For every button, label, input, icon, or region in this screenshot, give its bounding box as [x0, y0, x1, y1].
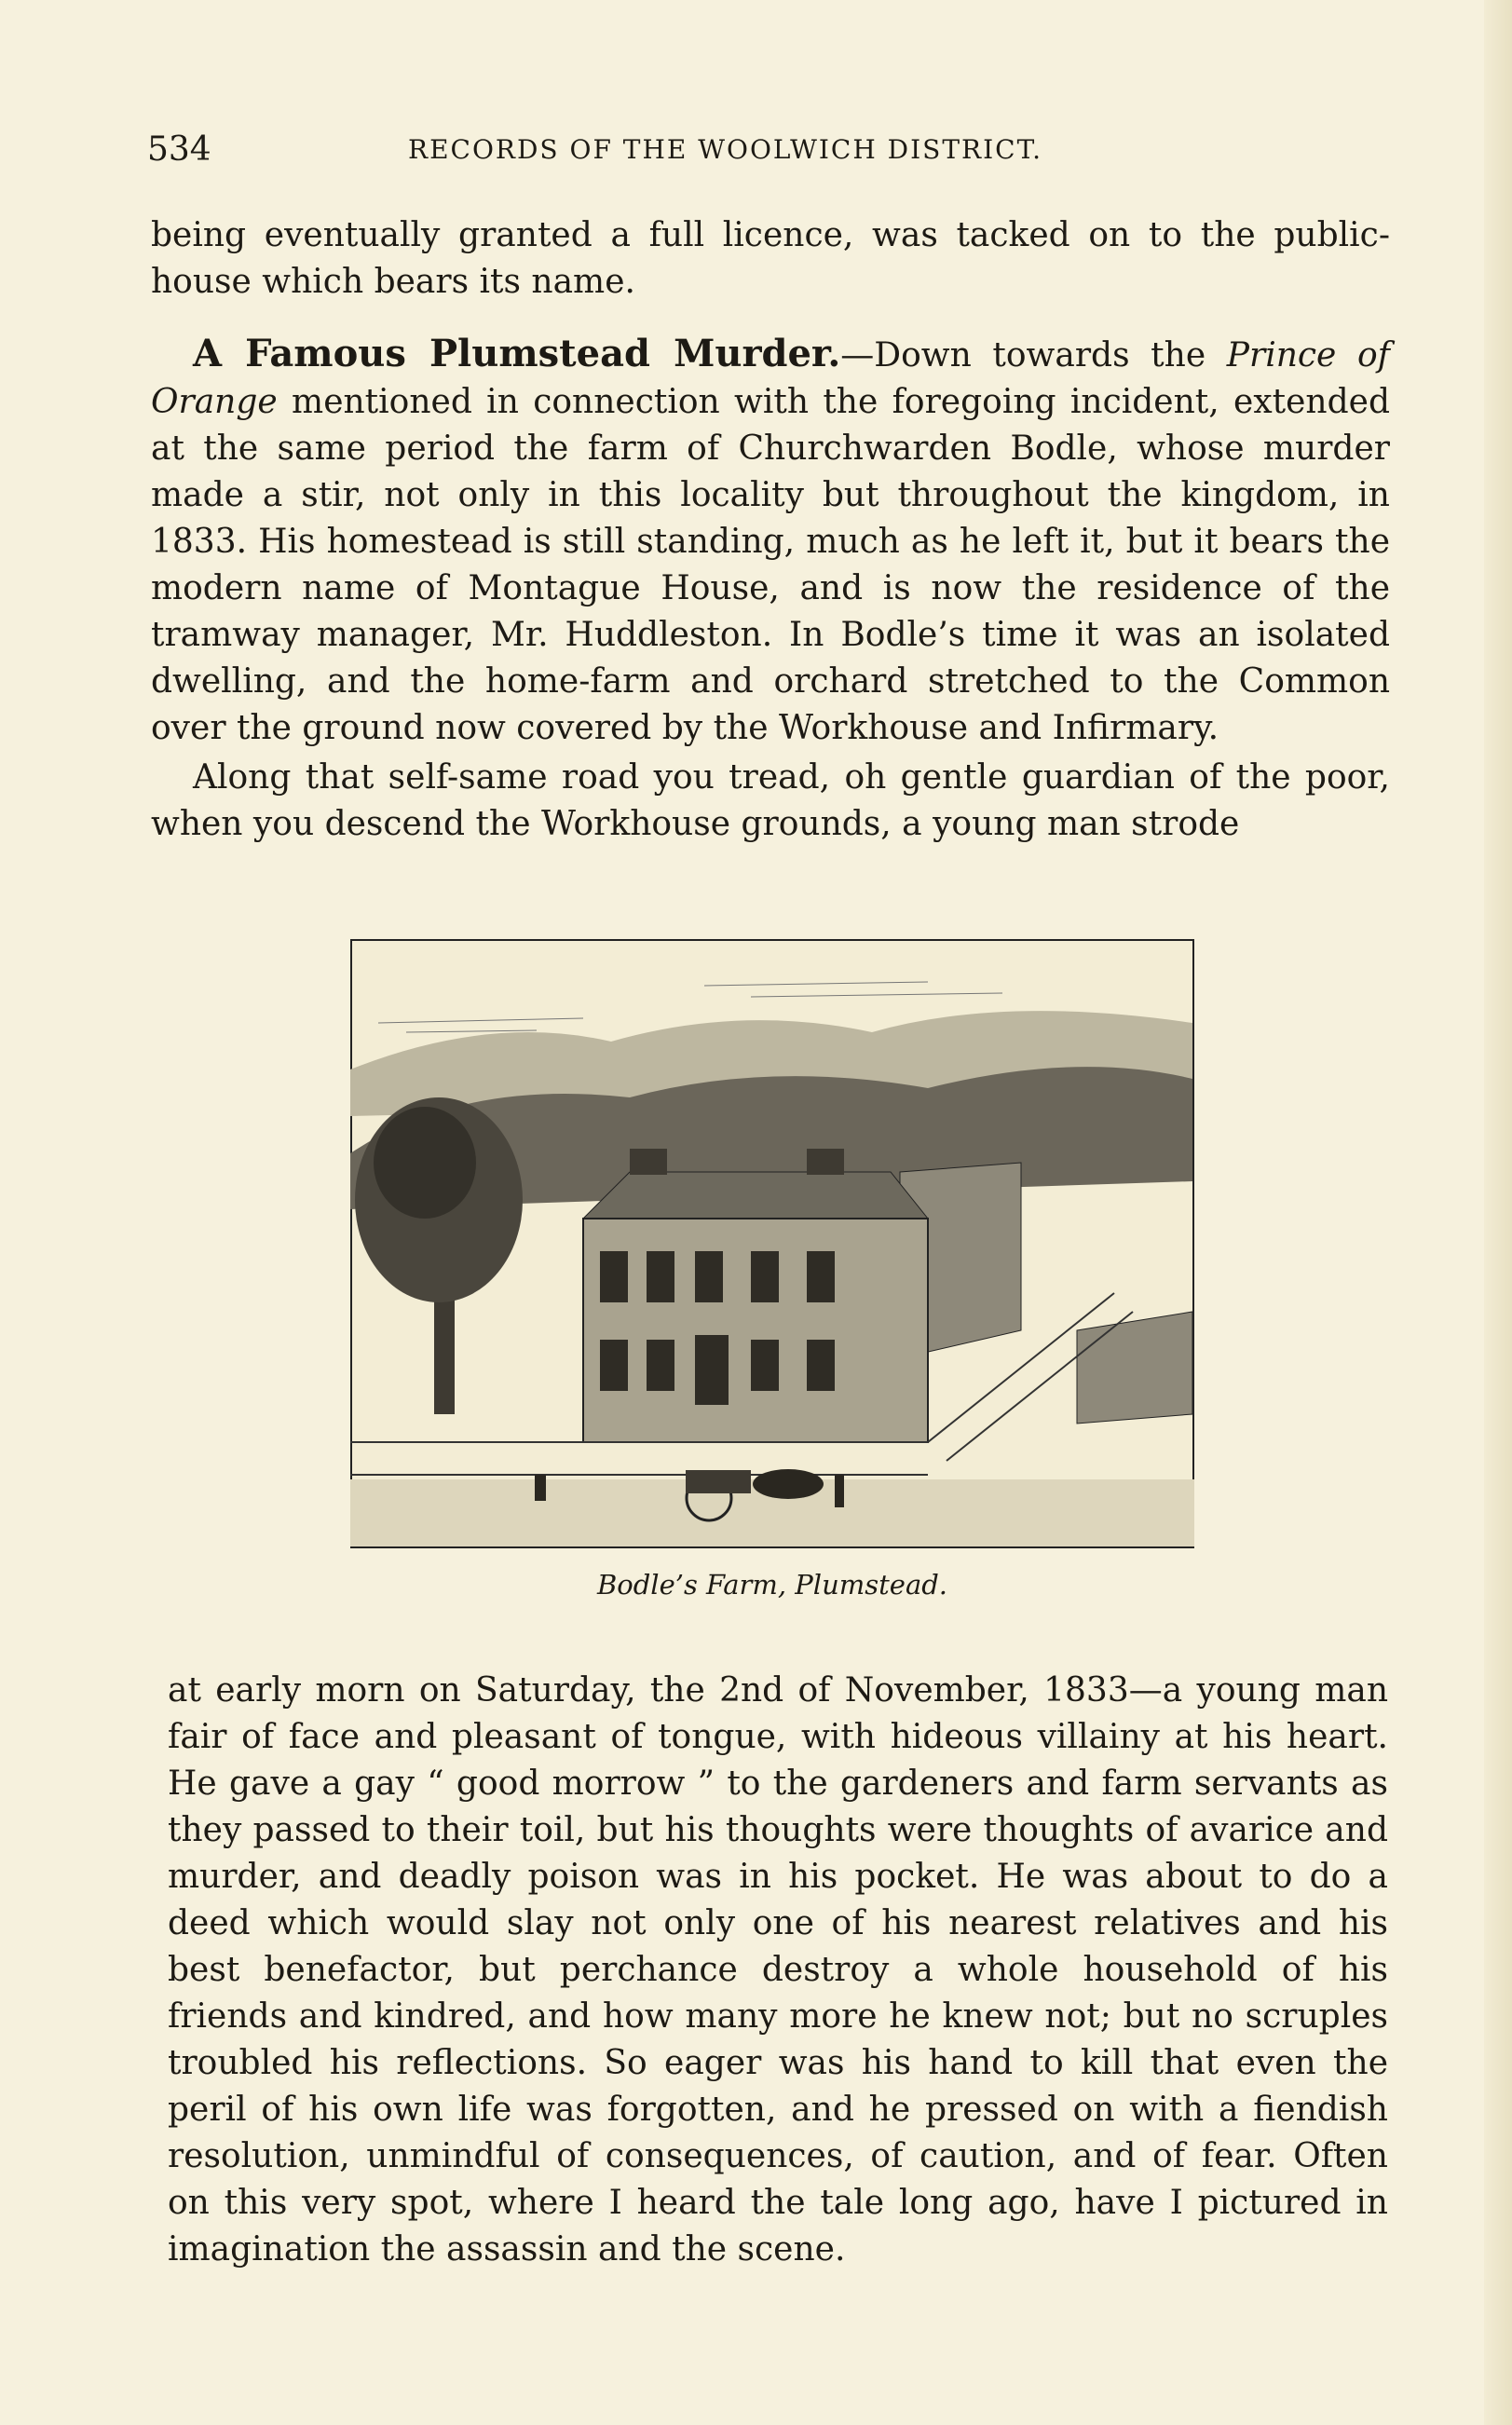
section-heading: A Famous Plumstead Murder. — [193, 332, 841, 375]
page-number: 534 — [147, 130, 211, 169]
section-body: mentioned in connection with the foregoing incident, extended at the same period the farm of Churchwarden Bodle, whose murder made a stir, not only in this locality but throughout the kingdom, in 1833. His homestead is still standing, much as he left it, but it bears the modern name of Montague House, and is now the residence of the tramway manager, Mr. Huddleston. In Bodle’s time it was an isolated dwelling, and the home-farm and orchard stretched to the Common over the ground now covered by the Workhouse and Infirmary. — [151, 383, 1390, 747]
paragraph-morning — [168, 1668, 1388, 2273]
paragraph-along — [151, 755, 1390, 848]
figure-caption: Bodle’s Farm, Plumstead. — [596, 1569, 948, 1601]
paragraph-text: being eventually granted a full licence, was tacked on to the public-house which bears its name. — [151, 216, 1390, 301]
paragraph-text: at early morn on Saturday, the 2nd of November, 1833—a young man fair of face and pleasant of tongue, with hideous villainy at his heart. He gave a gay “ good morrow ” to the gardeners and farm servants as they passed to their toil, but his thoughts were thoughts of avarice and murder, and deadly poison was in his pocket. He was about to do a deed which would slay not only one of his nearest relatives and his best benefactor, but perchance destroy a whole household of his friends and kindred, and how many more he knew not; but no scruples troubled his reflections. So eager was his hand to kill that even the peril of his own life was forgotten, and he pressed on with a fiendish resolution, unmindful of consequences, of caution, and of fear. Often on this very spot, where I heard the tale long ago, have I pictured in imagination the assassin and the scene. — [168, 1671, 1388, 2268]
paragraph-continuation — [151, 212, 1390, 306]
paragraph-text: Along that self-same road you tread, oh gentle guardian of the poor, when you descend the Workhouse grounds, a young man strode — [151, 758, 1390, 843]
heading-dash: —Down towards the — [840, 336, 1227, 375]
section-paragraph — [151, 331, 1390, 752]
farm-illustration — [350, 939, 1194, 1548]
italic-place-name: Prince of Orange — [151, 336, 1390, 421]
running-head: RECORDS OF THE WOOLWICH DISTRICT. — [408, 134, 1043, 165]
page-edge — [1484, 0, 1512, 2425]
page-header — [147, 130, 1386, 177]
farm-engraving — [350, 939, 1194, 1548]
